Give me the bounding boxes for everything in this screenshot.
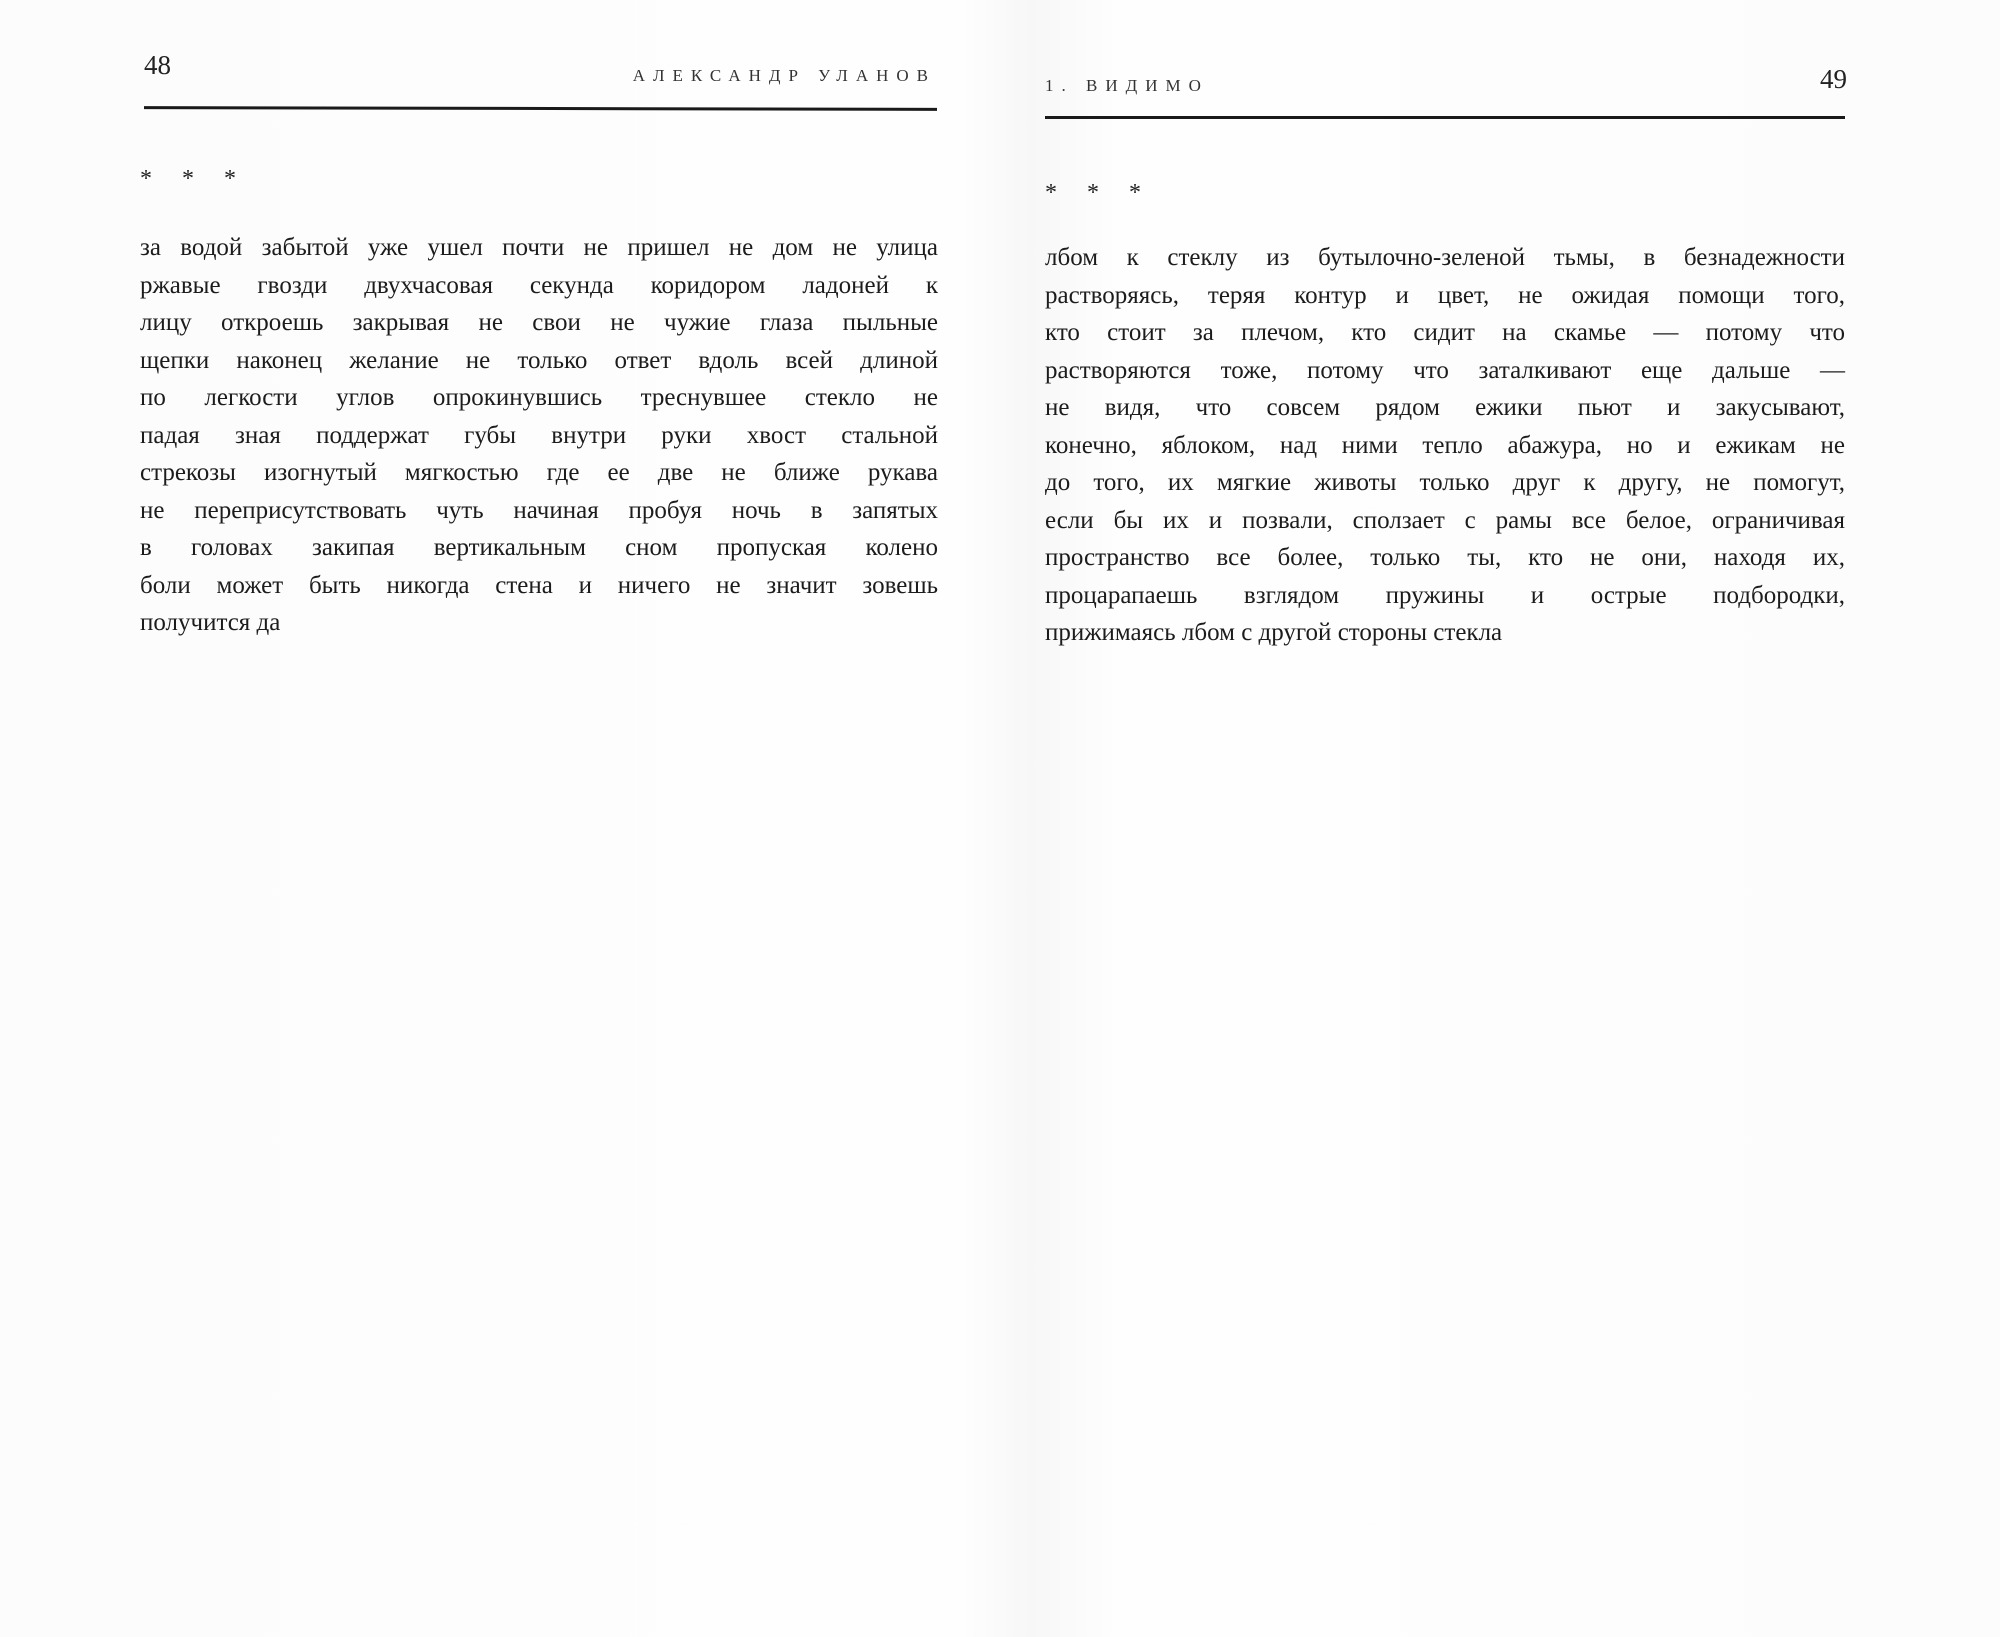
poem-line: ржавые гвозди двухчасовая секунда коридором ладоней к bbox=[140, 271, 938, 299]
page-number: 48 bbox=[144, 50, 171, 80]
poem-line: растворяются тоже, потому что заталкивают еще дальше — bbox=[1045, 356, 1845, 384]
poem-line: по легкости углов опрокинувшись треснувшее стекло не bbox=[140, 384, 938, 411]
poem-line: лбом к стеклу из бутылочно-зеленой тьмы, в безнадежности bbox=[1045, 244, 1845, 271]
poem-line: получится да bbox=[140, 609, 281, 636]
header-rule bbox=[1045, 116, 1845, 119]
poem-line: щепки наконец желание не только ответ вдоль всей длиной bbox=[140, 346, 938, 374]
poem-line: до того, их мягкие животы только друг к другу, не помогут, bbox=[1045, 469, 1845, 496]
poem-line: падая зная поддержат губы внутри руки хвост стальной bbox=[140, 421, 938, 449]
poem-line: если бы их и позвали, сползает с рамы все белое, ограничивая bbox=[1045, 506, 1845, 534]
poem-line: не видя, что совсем рядом ежики пьют и закусывают, bbox=[1045, 394, 1845, 421]
running-head-author: АЛЕКСАНДР УЛАНОВ bbox=[632, 66, 936, 85]
left-page bbox=[140, 0, 940, 1637]
poem-line: прижимаясь лбом с другой стороны стекла bbox=[1045, 619, 1503, 646]
section-separator: * * * bbox=[1045, 180, 1153, 206]
poem-line: боли может быть никогда стена и ничего не значит зовешь bbox=[140, 571, 938, 599]
poem-text bbox=[1045, 239, 1845, 652]
poem-line: не переприсутствовать чуть начиная пробуя ночь в запятых bbox=[140, 496, 938, 524]
section-separator: * * * bbox=[140, 166, 248, 192]
poem-text bbox=[140, 229, 938, 642]
poem-line: лицу откроешь закрывая не свои не чужие глаза пыльные bbox=[140, 309, 938, 336]
right-page bbox=[1045, 0, 1845, 1637]
poem-line: стрекозы изогнутый мягкостью где ее две не ближе рукава bbox=[140, 459, 938, 486]
header-rule bbox=[144, 106, 937, 111]
poem-line: растворяясь, теряя контур и цвет, не ожидая помощи того, bbox=[1045, 281, 1845, 309]
poem-line: кто стоит за плечом, кто сидит на скамье — потому что bbox=[1045, 319, 1845, 346]
page-number: 49 bbox=[1820, 64, 1847, 94]
poem-line: конечно, яблоком, над ними тепло абажура, но и ежикам не bbox=[1045, 431, 1845, 459]
poem-line: процарапаешь взглядом пружины и острые подбородки, bbox=[1045, 581, 1845, 609]
running-head-chapter: 1. ВИДИМО bbox=[1045, 76, 1209, 95]
poem-line: за водой забытой уже ушел почти не пришел не дом не улица bbox=[140, 234, 938, 261]
poem-line: пространство все более, только ты, кто не они, находя их, bbox=[1045, 544, 1845, 571]
poem-line: в головах закипая вертикальным сном пропуская колено bbox=[140, 534, 938, 561]
